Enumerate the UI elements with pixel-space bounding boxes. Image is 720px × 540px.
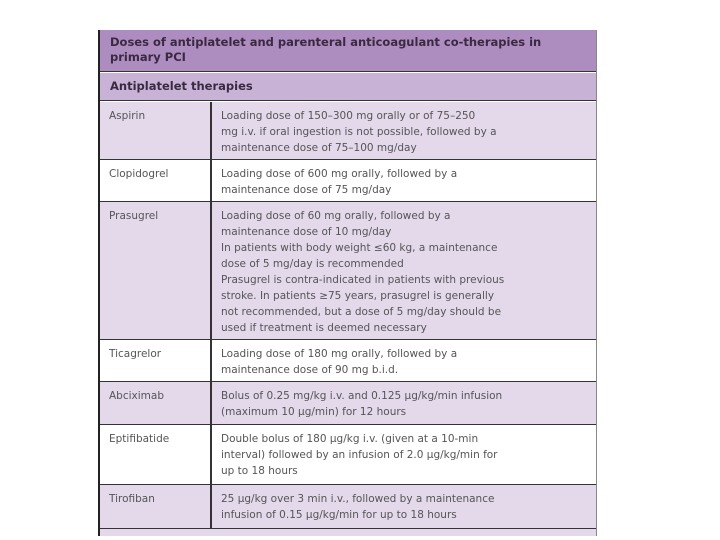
drug-name: Prasugrel xyxy=(100,202,212,339)
drug-name: Eptifibatide xyxy=(100,425,212,484)
table-row xyxy=(100,485,596,529)
section-header: Antiplatelet therapies xyxy=(100,73,596,101)
drug-dose: 25 µg/kg over 3 min i.v., followed by a maintenance infusion of 0.15 µg/kg/min for up to 18 hours xyxy=(221,493,495,521)
drug-dose: Loading dose of 150–300 mg orally or of 75–250 mg i.v. if oral ingestion is not possible, followed by a maintenance dose of 75–100 mg/day xyxy=(221,110,497,154)
table-row xyxy=(100,382,596,425)
dosing-table xyxy=(98,30,597,536)
drug-name: Clopidogrel xyxy=(100,160,212,201)
table-row xyxy=(100,425,596,485)
table-row xyxy=(100,102,596,160)
drug-dose: Loading dose of 60 mg orally, followed by a maintenance dose of 10 mg/day In patients with body weight ≤60 kg, a maintenance dose of 5 mg/day is recommended Prasugrel is contra-indicated in patients with previous stroke. In patients ≥75 years, prasugrel is generally not recommended, but a dose of 5 mg/day should be used if treatment is deemed necessary xyxy=(221,210,505,334)
table-continuation xyxy=(100,529,596,536)
drug-dose: Loading dose of 600 mg orally, followed by a maintenance dose of 75 mg/day xyxy=(221,168,458,196)
drug-dose: Bolus of 0.25 mg/kg i.v. and 0.125 µg/kg/min infusion (maximum 10 µg/min) for 12 hours xyxy=(221,390,503,418)
table-row xyxy=(100,160,596,202)
table-row xyxy=(100,340,596,382)
drug-name: Aspirin xyxy=(100,102,212,159)
drug-name: Abciximab xyxy=(100,382,212,424)
table-row xyxy=(100,202,596,340)
drug-name: Tirofiban xyxy=(100,485,212,528)
table-title: Doses of antiplatelet and parenteral anticoagulant co-therapies in primary PCI xyxy=(100,30,596,72)
drug-dose: Loading dose of 180 mg orally, followed by a maintenance dose of 90 mg b.i.d. xyxy=(221,348,458,376)
drug-dose: Double bolus of 180 µg/kg i.v. (given at a 10-min interval) followed by an infusion of 2.0 µg/kg/min for up to 18 hours xyxy=(221,433,498,477)
drug-name: Ticagrelor xyxy=(100,340,212,381)
